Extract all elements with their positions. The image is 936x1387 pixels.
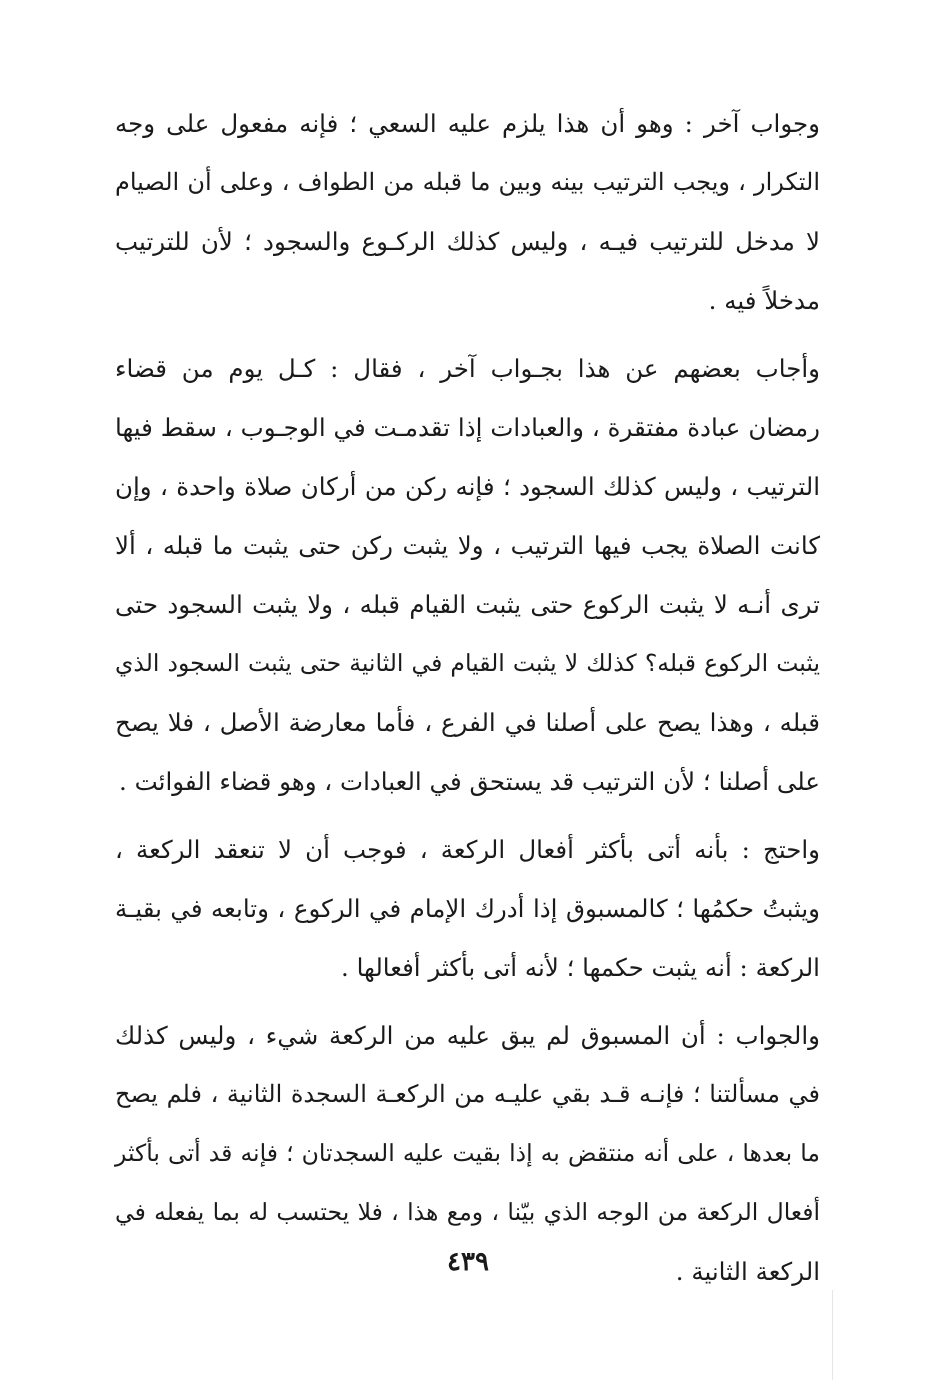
text-line: واحتج : بأنه أتى بأكثر أفعال الركعة ، فوجب أن لا تنعقد الركعة ، <box>115 835 820 864</box>
text-line: وأجاب بعضهم عن هذا بجـواب آخر ، فقال : كـل يوم من قضاء <box>115 354 820 383</box>
scan-edge-line <box>832 1290 833 1380</box>
text-line: ترى أنـه لا يثبت الركوع حتى يثبت القيام قبله ، ولا يثبت السجود حتى <box>115 590 820 619</box>
paragraph-2 <box>115 339 820 811</box>
text-line: يثبت الركوع قبله؟ كذلك لا يثبت القيام في الثانية حتى يثبت السجود الذي <box>115 649 820 677</box>
text-line: كانت الصلاة يجب فيها الترتيب ، ولا يثبت ركن حتى يثبت ما قبله ، ألا <box>115 531 820 560</box>
body-text <box>115 94 820 1301</box>
text-line: الركعة : أنه يثبت حكمها ؛ لأنه أتى بأكثر أفعالها . <box>341 953 820 982</box>
text-line: التكرار ، ويجب الترتيب بينه وبين ما قبله من الطواف ، وعلى أن الصيام <box>115 168 820 196</box>
text-line: رمضان عبادة مفتقرة ، والعبادات إذا تقدمـت في الوجـوب ، سقط فيها <box>115 413 820 442</box>
text-line: في مسألتنا ؛ فإنـه قـد بقي عليـه من الركعـة السجدة الثانية ، فلم يصح <box>115 1080 820 1108</box>
page-number: ٤٣٩ <box>447 1247 489 1277</box>
text-line: ويثبتُ حكمُها ؛ كالمسبوق إذا أدرك الإمام في الركوع ، وتابعه في بقيـة <box>115 894 820 923</box>
paragraph-3 <box>115 820 820 997</box>
text-line: على أصلنا ؛ لأن الترتيب قد يستحق في العبادات ، وهو قضاء الفوائت . <box>119 767 820 796</box>
paragraph-1 <box>115 94 820 330</box>
text-line: الركعة الثانية . <box>675 1257 820 1286</box>
text-line: وجواب آخر : وهو أن هذا يلزم عليه السعي ؛ فإنه مفعول على وجه <box>115 109 820 138</box>
text-line: مدخلاً فيه . <box>708 286 820 315</box>
text-line: أفعال الركعة من الوجه الذي بيّنا ، ومع هذا ، فلا يحتسب له بما يفعله في <box>115 1198 820 1226</box>
text-line: الترتيب ، وليس كذلك السجود ؛ فإنه ركن من أركان صلاة واحدة ، وإن <box>115 472 820 501</box>
text-line: والجواب : أن المسبوق لم يبق عليه من الركعة شيء ، وليس كذلك <box>115 1021 820 1050</box>
text-line: لا مدخل للترتيب فيـه ، وليس كذلك الركـوع والسجود ؛ لأن للترتيب <box>115 227 820 256</box>
text-line: ما بعدها ، على أنه منتقض به إذا بقيت عليه السجدتان ؛ فإنه قد أتى بأكثر <box>115 1139 820 1167</box>
text-line: قبله ، وهذا يصح على أصلنا في الفرع ، فأما معارضة الأصل ، فلا يصح <box>115 708 820 737</box>
